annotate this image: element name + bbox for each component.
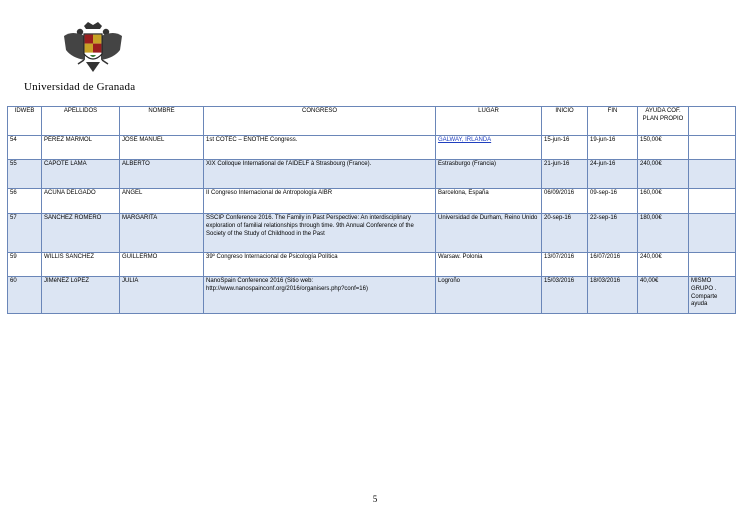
table-row: [8, 214, 736, 253]
cell-apellidos: CAPOTE LAMA: [42, 160, 120, 189]
cell-nombre: GUILLERMO: [120, 253, 204, 277]
cell-observaciones: [689, 214, 736, 253]
cell-nombre: ALBERTO: [120, 160, 204, 189]
lugar-link[interactable]: GALWAY, IRLANDA: [438, 137, 492, 143]
cell-lugar: Universidad de Durham, Reino Unido: [436, 214, 542, 253]
col-header-fin: FIN: [588, 107, 638, 136]
cell-congreso: II Congreso Internacional de Antropología AIBR: [204, 189, 436, 214]
cell-nombre: JOSE MANUEL: [120, 136, 204, 160]
col-header-ayuda: AYUDA COF. PLAN PROPIO: [638, 107, 689, 136]
cell-nombre: MARGARITA: [120, 214, 204, 253]
cell-ayuda: 240,00€: [638, 253, 689, 277]
cell-fin: 24-jun-16: [588, 160, 638, 189]
cell-observaciones: [689, 253, 736, 277]
cell-fin: 19-jun-16: [588, 136, 638, 160]
cell-idweb: 55: [8, 160, 42, 189]
university-name: Universidad de Granada: [24, 81, 136, 93]
cell-apellidos: JIMéNEZ LóPEZ: [42, 277, 120, 314]
col-header-congreso: CONGRESO: [204, 107, 436, 136]
col-header-inicio: INICIO: [542, 107, 588, 136]
col-header-apellidos: APELLIDOS: [42, 107, 120, 136]
cell-idweb: 54: [8, 136, 42, 160]
cell-apellidos: ACUÑA DELGADO: [42, 189, 120, 214]
col-header-observaciones: [689, 107, 736, 136]
cell-lugar: Warsaw. Polonia: [436, 253, 542, 277]
cell-fin: 22-sep-16: [588, 214, 638, 253]
cell-congreso: XIX Colloque International de l'AIDELF à Strasbourg (France).: [204, 160, 436, 189]
table-row: [8, 160, 736, 189]
cell-idweb: 57: [8, 214, 42, 253]
cell-congreso: SSCIP Conference 2016. The Family in Past Perspective: An interdisciplinary exploration of familial relationships through time. 9th Annual Conference of the Society of the Study of Childhood in the Past: [204, 214, 436, 253]
cell-nombre: JULIA: [120, 277, 204, 314]
cell-inicio: 15-jun-16: [542, 136, 588, 160]
congress-aid-table: [7, 106, 736, 314]
cell-observaciones: [689, 136, 736, 160]
cell-observaciones: [689, 189, 736, 214]
cell-lugar: Estrasburgo (Francia): [436, 160, 542, 189]
cell-apellidos: PÉREZ MÁRMOL: [42, 136, 120, 160]
cell-ayuda: 160,00€: [638, 189, 689, 214]
cell-idweb: 60: [8, 277, 42, 314]
table-row: [8, 277, 736, 314]
cell-nombre: ÁNGEL: [120, 189, 204, 214]
cell-ayuda: 180,00€: [638, 214, 689, 253]
cell-apellidos: WILLIS SANCHEZ: [42, 253, 120, 277]
cell-congreso: 1st COTEC – ENOTHE Congress.: [204, 136, 436, 160]
cell-idweb: 59: [8, 253, 42, 277]
cell-observaciones: MISMO GRUPO . Comparte ayuda: [689, 277, 736, 314]
cell-lugar: Logroño: [436, 277, 542, 314]
cell-congreso: NanoSpain Conference 2016 (Sitio web: http://www.nanospainconf.org/2016/organisers.php?conf=16): [204, 277, 436, 314]
cell-fin: 09-sep-16: [588, 189, 638, 214]
cell-inicio: 06/09/2016: [542, 189, 588, 214]
table-header-row: [8, 107, 736, 136]
cell-ayuda: 240,00€: [638, 160, 689, 189]
table-row: [8, 253, 736, 277]
page-number: 5: [372, 494, 378, 504]
cell-ayuda: 40,00€: [638, 277, 689, 314]
cell-lugar: [436, 136, 542, 160]
cell-apellidos: SÁNCHEZ ROMERO: [42, 214, 120, 253]
table-row: [8, 189, 736, 214]
cell-idweb: 56: [8, 189, 42, 214]
col-header-lugar: LUGAR: [436, 107, 542, 136]
cell-inicio: 20-sep-16: [542, 214, 588, 253]
cell-observaciones: [689, 160, 736, 189]
cell-ayuda: 150,00€: [638, 136, 689, 160]
col-header-idweb: IDWEB: [8, 107, 42, 136]
cell-fin: 18/03/2016: [588, 277, 638, 314]
cell-fin: 16/07/2016: [588, 253, 638, 277]
cell-congreso: 39º Congreso Internacional de Psicología Política: [204, 253, 436, 277]
cell-lugar: Barcelona, España: [436, 189, 542, 214]
table-row: [8, 136, 736, 160]
col-header-nombre: NOMBRE: [120, 107, 204, 136]
university-crest-logo: [58, 20, 128, 80]
cell-inicio: 15/03/2016: [542, 277, 588, 314]
cell-inicio: 13/07/2016: [542, 253, 588, 277]
cell-inicio: 21-jun-16: [542, 160, 588, 189]
